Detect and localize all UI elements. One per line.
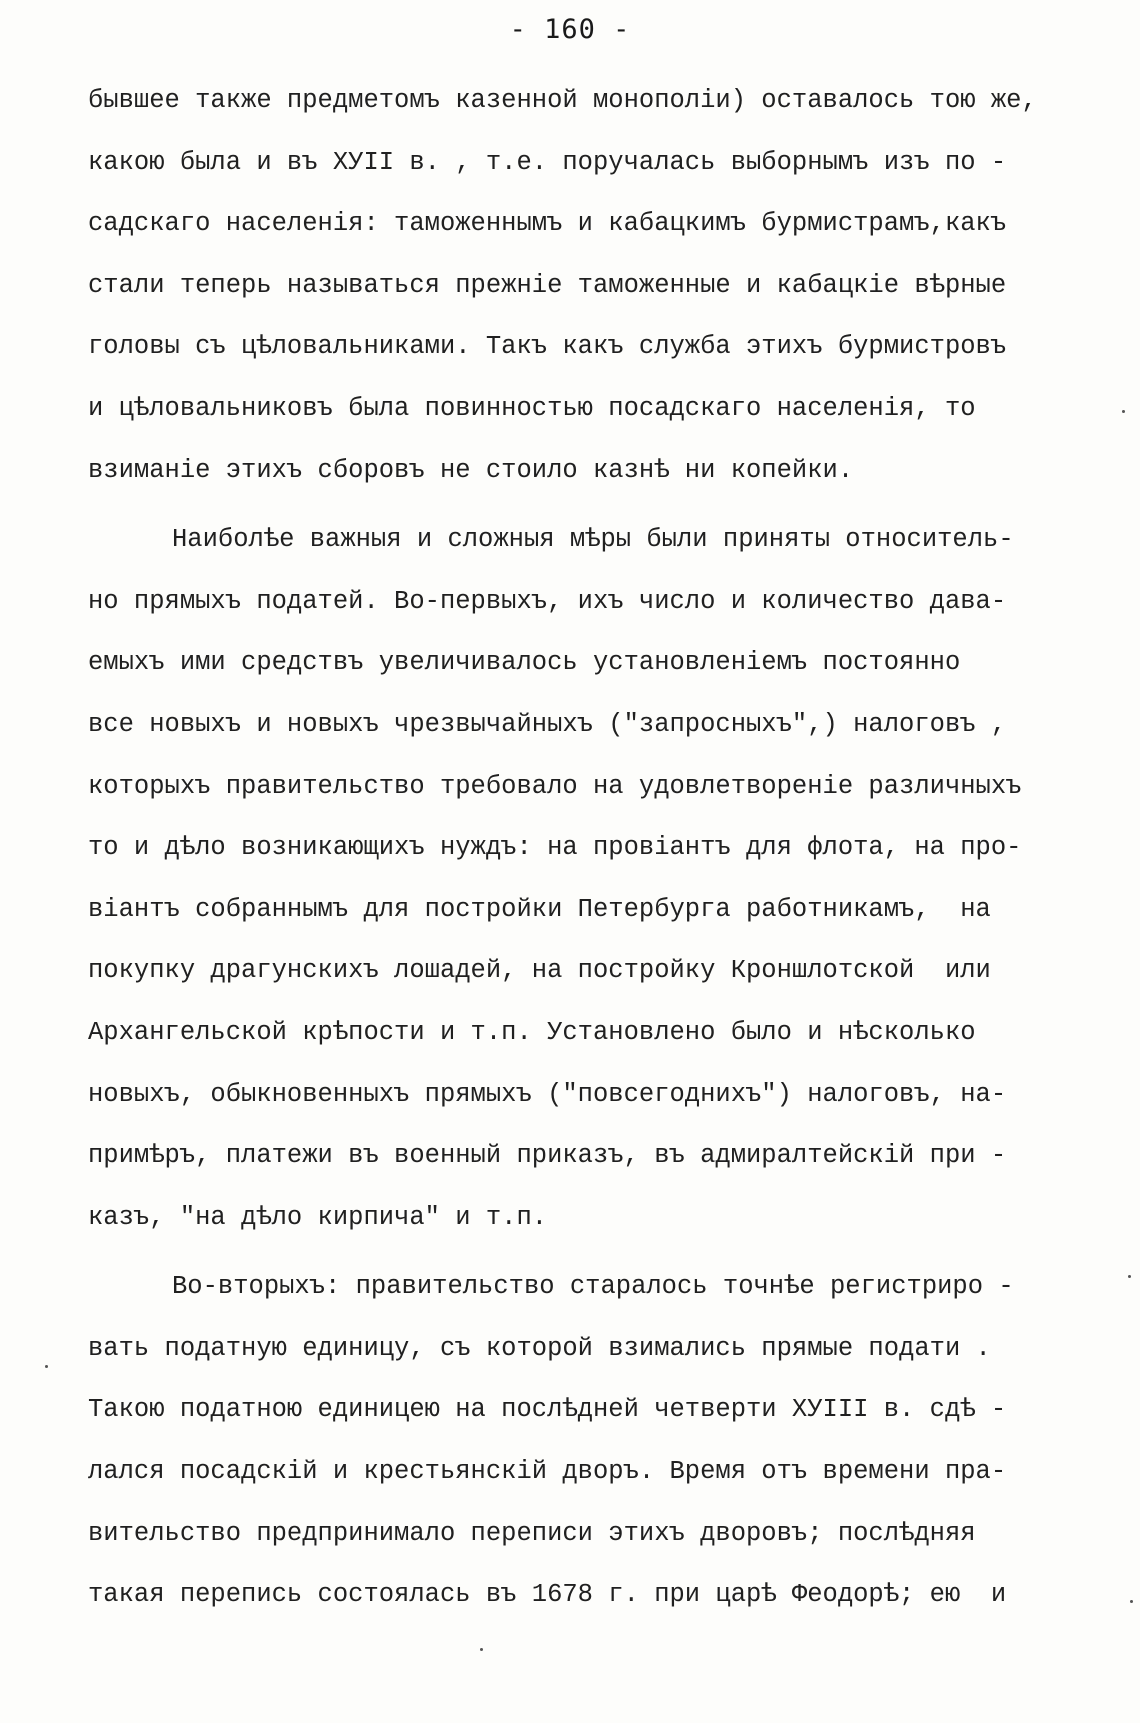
paragraph-3-line-3: Такою податною единицею на послѣдней четверти ХУIII в. сдѣ - <box>88 1395 1007 1425</box>
paragraph-1-line-3: садскаго населенія: таможеннымъ и кабацкимъ бурмистрамъ,какъ <box>88 209 1007 239</box>
paragraph-1-line-5: головы съ цѣловальниками. Такъ какъ служба этихъ бурмистровъ <box>88 332 1007 362</box>
paragraph-1-line-1: бывшее также предметомъ казенной монополіи) оставалось тою же, <box>88 86 1037 115</box>
paragraph-1-line-6: и цѣловальниковъ была повинностью посадскаго населенія, то <box>88 393 976 423</box>
paragraph-2-line-9: Архангельской крѣпости и т.п. Установлено было и нѣсколько <box>88 1017 976 1047</box>
paragraph-1-line-4: стали теперь называться прежніе таможенные и кабацкіе вѣрные <box>88 270 1007 300</box>
paragraph-2-line-11: примѣръ, платежи въ военный приказъ, въ адмиралтейскій при - <box>88 1141 1007 1171</box>
paragraph-2-line-7: віантъ собраннымъ для постройки Петербурга работникамъ, на <box>88 894 991 924</box>
scan-speck <box>1130 1600 1133 1603</box>
paragraph-1-line-7: взиманіе этихъ сборовъ не стоило казнѣ ни копейки. <box>88 455 854 485</box>
page-number: - 160 - <box>509 14 631 45</box>
paragraph-2-line-3: емыхъ ими средствъ увеличивалось установленіемъ постоянно <box>88 648 961 678</box>
scan-speck <box>1122 410 1125 413</box>
scan-speck <box>1128 1275 1131 1278</box>
paragraph-2-line-10: новыхъ, обыкновенныхъ прямыхъ ("повсегоднихъ") налоговъ, на- <box>88 1079 1007 1109</box>
paragraph-2-line-1: Наиболѣе важныя и сложныя мѣры были приняты относитель- <box>172 525 1014 555</box>
paragraph-2-line-6: то и дѣло возникающихъ нуждъ: на провіантъ для флота, на про- <box>88 833 1022 863</box>
paragraph-3-line-5: вительство предпринимало переписи этихъ дворовъ; послѣдняя <box>88 1518 976 1548</box>
paragraph-3-line-6: такая перепись состоялась въ 1678 г. при царѣ Феодорѣ; ею и <box>88 1580 1007 1610</box>
paragraph-2-line-5: которыхъ правительство требовало на удовлетвореніе различныхъ <box>88 771 1022 801</box>
paragraph-2-line-4: все новыхъ и новыхъ чрезвычайныхъ ("запросныхъ",) налоговъ , <box>88 709 1007 739</box>
paragraph-3-line-4: лался посадскій и крестьянскій дворъ. Время отъ времени пра- <box>88 1457 1007 1487</box>
paragraph-3-line-1: Во-вторыхъ: правительство старалось точнѣе регистриро - <box>172 1272 1014 1302</box>
paragraph-3-line-2: вать податную единицу, съ которой взимались прямые подати . <box>88 1333 991 1363</box>
scan-speck <box>45 1365 48 1368</box>
paragraph-1-line-2: какою была и въ ХУII в. , т.е. поручалась выборнымъ изъ по - <box>88 147 1007 177</box>
body-text <box>88 70 1128 1626</box>
paragraph-2-line-2: но прямыхъ податей. Во-первыхъ, ихъ число и количество дава- <box>88 586 1007 616</box>
paragraph-2-line-12: казъ, "на дѣло кирпича" и т.п. <box>88 1202 548 1232</box>
scan-speck <box>480 1648 483 1651</box>
paragraph-2-line-8: покупку драгунскихъ лошадей, на постройку Кроншлотской или <box>88 956 991 986</box>
